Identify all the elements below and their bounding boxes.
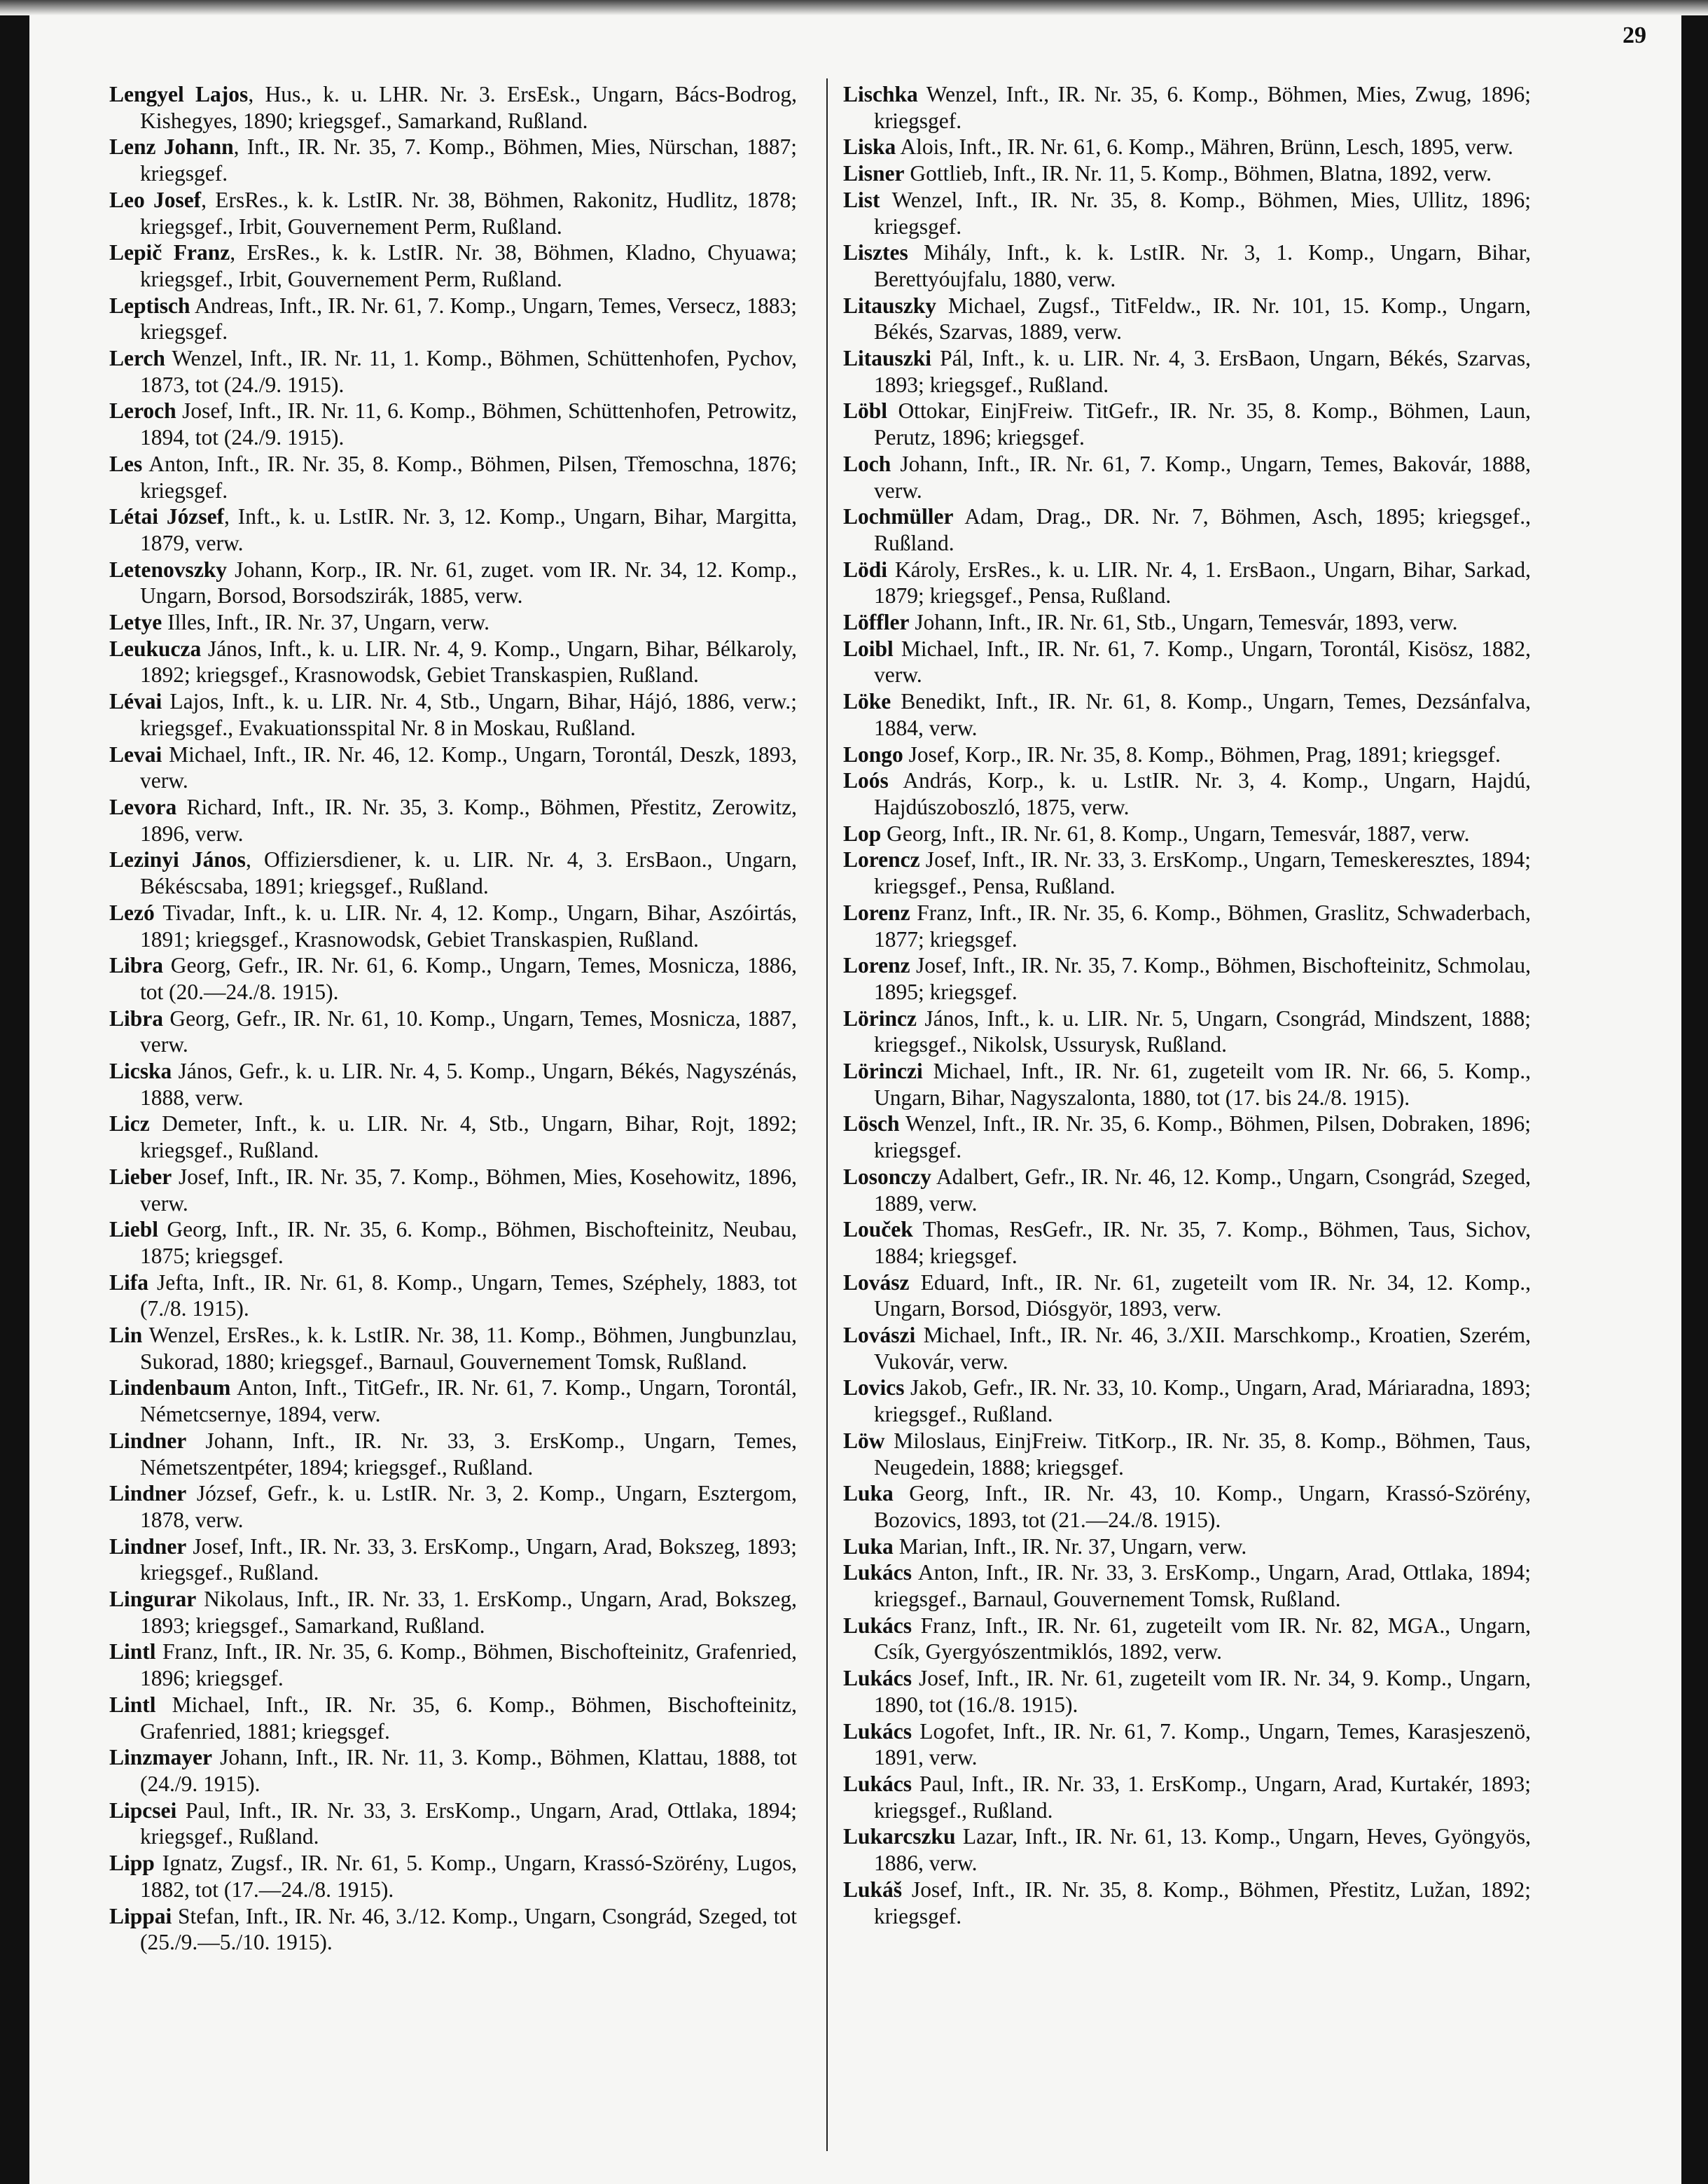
- entry-name: Liska: [843, 134, 896, 160]
- entry-name: Lukáš: [843, 1877, 903, 1902]
- list-entry: [109, 1428, 797, 1480]
- entry-name: Lintl: [109, 1692, 156, 1717]
- entry-details: Anton, Inft., TitGefr., IR. Nr. 61, 7. Komp., Ungarn, Torontál, Németcsernye, 1894, verw.: [140, 1375, 797, 1427]
- list-entry: [843, 847, 1531, 899]
- entry-name: Libra: [109, 953, 164, 978]
- list-entry: [109, 794, 797, 847]
- list-entry: [843, 557, 1531, 609]
- entry-name: Leukucza: [109, 636, 202, 661]
- entry-name: Lukács: [843, 1560, 912, 1585]
- list-entry: [843, 636, 1531, 688]
- entry-details: Richard, Inft., IR. Nr. 35, 3. Komp., Böhmen, Přestitz, Zerowitz, 1896, verw.: [140, 794, 797, 846]
- entry-name: Lengyel Lajos: [109, 82, 249, 106]
- entry-details: Miloslaus, EinjFreiw. TitKorp., IR. Nr. 35, 8. Komp., Böhmen, Taus, Neugedein, 1888; kriegsgef.: [874, 1428, 1531, 1480]
- list-entry: [109, 1375, 797, 1427]
- entry-details: Jefta, Inft., IR. Nr. 61, 8. Komp., Ungarn, Temes, Széphely, 1883, tot (7./8. 1915).: [140, 1270, 797, 1321]
- entry-details: Andreas, Inft., IR. Nr. 61, 7. Komp., Ungarn, Temes, Versecz, 1883; kriegsgef.: [140, 293, 797, 345]
- list-entry: [109, 952, 797, 1005]
- entry-name: Levai: [109, 742, 162, 767]
- entry-details: József, Gefr., k. u. LstIR. Nr. 3, 2. Komp., Ungarn, Esztergom, 1878, verw.: [140, 1481, 797, 1532]
- entry-name: Lochmüller: [843, 504, 954, 529]
- entry-details: Josef, Korp., IR. Nr. 35, 8. Komp., Böhmen, Prag, 1891; kriegsgef.: [903, 742, 1501, 767]
- scan-edge-top: [0, 0, 1708, 15]
- list-entry: [843, 239, 1531, 292]
- entry-details: Michael, Zugsf., TitFeldw., IR. Nr. 101, 15. Komp., Ungarn, Békés, Szarvas, 1889, verw.: [874, 293, 1531, 345]
- entry-details: Josef, Inft., IR. Nr. 61, zugeteilt vom IR. Nr. 34, 9. Komp., Ungarn, 1890, tot (16./8. 1915).: [874, 1666, 1531, 1717]
- entry-details: Adam, Drag., DR. Nr. 7, Böhmen, Asch, 1895; kriegsgef., Rußland.: [874, 504, 1531, 555]
- entry-details: Ottokar, EinjFreiw. TitGefr., IR. Nr. 35, 8. Komp., Böhmen, Laun, Perutz, 1896; kriegsgef.: [874, 398, 1531, 450]
- entry-details: Franz, Inft., IR. Nr. 61, zugeteilt vom IR. Nr. 82, MGA., Ungarn, Csík, Gyergyószentmiklós, 1892, verw.: [874, 1613, 1531, 1664]
- list-entry: [109, 1480, 797, 1533]
- list-entry: [109, 398, 797, 450]
- entry-details: Stefan, Inft., IR. Nr. 46, 3./12. Komp., Ungarn, Csongrád, Szeged, tot (25./9.—5./10. 1915).: [140, 1903, 797, 1955]
- list-entry: [843, 1270, 1531, 1322]
- entry-details: János, Gefr., k. u. LIR. Nr. 4, 5. Komp., Ungarn, Békés, Nagyszénás, 1888, verw.: [140, 1059, 797, 1110]
- entry-name: Lorencz: [843, 847, 920, 872]
- list-entry: [843, 1111, 1531, 1163]
- entry-name: Litauszki: [843, 346, 932, 371]
- entry-details: Anton, Inft., IR. Nr. 33, 3. ErsKomp., Ungarn, Arad, Ottlaka, 1894; kriegsgef., Barnaul, Gouvernement Tomsk, Rußland.: [874, 1560, 1531, 1612]
- list-entry: [843, 821, 1531, 847]
- list-entry: [109, 1850, 797, 1903]
- list-entry: [843, 609, 1531, 636]
- list-entry: [843, 1164, 1531, 1216]
- entry-details: Josef, Inft., IR. Nr. 11, 6. Komp., Böhmen, Schüttenhofen, Petrowitz, 1894, tot (24./9. 1915).: [140, 398, 797, 450]
- entry-name: Louček: [843, 1217, 913, 1242]
- page-number: 29: [1623, 22, 1646, 48]
- entry-name: List: [843, 187, 880, 212]
- entry-details: Thomas, ResGefr., IR. Nr. 35, 7. Komp., Böhmen, Taus, Sichov, 1884; kriegsgef.: [874, 1217, 1531, 1268]
- entry-details: Paul, Inft., IR. Nr. 33, 3. ErsKomp., Ungarn, Arad, Ottlaka, 1894; kriegsgef., Rußland.: [140, 1797, 797, 1849]
- entry-name: Löffler: [843, 610, 910, 635]
- entry-details: , Inft., IR. Nr. 35, 7. Komp., Böhmen, Mies, Nürschan, 1887; kriegsgef.: [140, 134, 797, 186]
- list-entry: [109, 688, 797, 741]
- list-entry: [843, 1718, 1531, 1771]
- entry-name: Lop: [843, 821, 882, 846]
- list-entry: [843, 742, 1531, 768]
- list-entry: [109, 1533, 797, 1586]
- entry-details: András, Korp., k. u. LstIR. Nr. 3, 4. Komp., Ungarn, Hajdú, Hajdúszoboszló, 1875, verw.: [874, 768, 1531, 819]
- list-entry: [109, 293, 797, 345]
- entry-name: Lukács: [843, 1772, 912, 1796]
- list-entry: [843, 1877, 1531, 1929]
- entry-name: Leptisch: [109, 293, 190, 318]
- list-entry: [843, 503, 1531, 556]
- list-entry: [109, 742, 797, 794]
- entry-details: Alois, Inft., IR. Nr. 61, 6. Komp., Mähren, Brünn, Lesch, 1895, verw.: [896, 134, 1513, 160]
- list-entry: [843, 187, 1531, 239]
- entry-name: Loibl: [843, 636, 894, 661]
- list-entry: [109, 345, 797, 398]
- list-entry: [109, 1006, 797, 1058]
- entry-details: János, Inft., k. u. LIR. Nr. 4, 9. Komp., Ungarn, Bihar, Bélkaroly, 1892; kriegsgef., Krasnowodsk, Gebiet Transkaspien, Rußland.: [140, 636, 797, 688]
- entry-name: Lezó: [109, 900, 155, 925]
- entry-name: Les: [109, 451, 143, 476]
- entry-details: Wenzel, Inft., IR. Nr. 35, 8. Komp., Böhmen, Mies, Ullitz, 1896; kriegsgef.: [874, 187, 1531, 239]
- entry-details: Paul, Inft., IR. Nr. 33, 1. ErsKomp., Ungarn, Arad, Kurtakér, 1893; kriegsgef., Rußland.: [874, 1772, 1531, 1823]
- entry-details: Wenzel, Inft., IR. Nr. 35, 6. Komp., Böhmen, Pilsen, Dobraken, 1896; kriegsgef.: [874, 1111, 1531, 1163]
- list-entry: [843, 398, 1531, 450]
- right-column: [843, 81, 1531, 1929]
- list-entry: [109, 1322, 797, 1375]
- entry-name: Lippai: [109, 1903, 172, 1928]
- entry-details: Georg, Inft., IR. Nr. 35, 6. Komp., Böhmen, Bischofteinitz, Neubau, 1875; kriegsgef.: [140, 1217, 797, 1268]
- entry-details: Franz, Inft., IR. Nr. 35, 6. Komp., Böhmen, Bischofteinitz, Grafenried, 1896; kriegsgef.: [140, 1639, 797, 1691]
- entry-details: Michael, Inft., IR. Nr. 61, 7. Komp., Ungarn, Torontál, Kisösz, 1882, verw.: [874, 636, 1531, 688]
- entry-details: Johann, Korp., IR. Nr. 61, zuget. vom IR. Nr. 34, 12. Komp., Ungarn, Borsod, Borsodszirák, 1885, verw.: [140, 557, 797, 608]
- list-entry: [843, 1823, 1531, 1876]
- entry-name: Libra: [109, 1006, 164, 1031]
- list-entry: [109, 187, 797, 239]
- entry-name: Lorenz: [843, 900, 910, 925]
- list-entry: [843, 1533, 1531, 1560]
- entry-name: Lischka: [843, 82, 918, 106]
- list-entry: [843, 1613, 1531, 1665]
- list-entry: [843, 160, 1531, 187]
- list-entry: [843, 900, 1531, 952]
- entry-details: , ErsRes., k. k. LstIR. Nr. 38, Böhmen, Kladno, Chyuawa; kriegsgef., Irbit, Gouvernement Perm, Rußland.: [140, 240, 797, 291]
- entry-name: Leo Josef: [109, 187, 202, 212]
- list-entry: [109, 1903, 797, 1956]
- list-entry: [109, 1586, 797, 1639]
- entry-name: Levora: [109, 794, 177, 819]
- entry-details: Michael, Inft., IR. Nr. 46, 12. Komp., Ungarn, Torontál, Deszk, 1893, verw.: [140, 742, 797, 793]
- entry-name: Lerch: [109, 346, 165, 371]
- list-entry: [109, 451, 797, 503]
- entry-details: Tivadar, Inft., k. u. LIR. Nr. 4, 12. Komp., Ungarn, Bihar, Aszóirtás, 1891; kriegsgef., Krasnowodsk, Gebiet Transkaspien, Rußland.: [140, 900, 797, 952]
- entry-details: Georg, Gefr., IR. Nr. 61, 6. Komp., Ungarn, Temes, Mosnicza, 1886, tot (20.—24./8. 1915).: [140, 953, 797, 1004]
- entry-details: Michael, Inft., IR. Nr. 61, zugeteilt vom IR. Nr. 66, 5. Komp., Ungarn, Bihar, Nagyszalonta, 1880, tot (17. bis 24./8. 1915).: [874, 1059, 1531, 1110]
- entry-name: Liebl: [109, 1217, 159, 1242]
- entry-name: Lezinyi János: [109, 847, 246, 872]
- entry-name: Linzmayer: [109, 1745, 212, 1770]
- list-entry: [109, 134, 797, 186]
- entry-name: Lenz Johann: [109, 134, 234, 160]
- entry-details: , Hus., k. u. LHR. Nr. 3. ErsEsk., Ungarn, Bács-Bodrog, Kishegyes, 1890; kriegsgef., Samarkand, Rußland.: [140, 82, 797, 133]
- entry-name: Lepič Franz: [109, 240, 230, 265]
- list-entry: [843, 1216, 1531, 1269]
- entry-name: Lieber: [109, 1164, 172, 1189]
- entry-details: Károly, ErsRes., k. u. LIR. Nr. 4, 1. ErsBaon., Ungarn, Bihar, Sarkad, 1879; kriegsgef., Pensa, Rußland.: [874, 557, 1531, 608]
- list-entry: [109, 636, 797, 688]
- entry-details: Johann, Inft., IR. Nr. 33, 3. ErsKomp., Ungarn, Temes, Németszentpéter, 1894; kriegsgef., Rußland.: [140, 1428, 797, 1480]
- entry-details: Josef, Inft., IR. Nr. 35, 8. Komp., Böhmen, Přestitz, Lužan, 1892; kriegsgef.: [874, 1877, 1531, 1928]
- list-entry: [109, 503, 797, 556]
- list-entry: [843, 81, 1531, 134]
- list-entry: [843, 1058, 1531, 1111]
- list-entry: [843, 1375, 1531, 1427]
- entry-name: Lindner: [109, 1533, 187, 1559]
- entry-details: Eduard, Inft., IR. Nr. 61, zugeteilt vom IR. Nr. 34, 12. Komp., Ungarn, Borsod, Diósgyör, 1893, verw.: [874, 1270, 1531, 1321]
- entry-details: János, Inft., k. u. LIR. Nr. 5, Ungarn, Csongrád, Mindszent, 1888; kriegsgef., Nikolsk, Ussurysk, Rußland.: [874, 1006, 1531, 1057]
- list-entry: [109, 557, 797, 609]
- entry-name: Licska: [109, 1059, 172, 1084]
- list-entry: [109, 1058, 797, 1111]
- list-entry: [843, 1480, 1531, 1533]
- list-entry: [109, 1111, 797, 1163]
- entry-details: Wenzel, ErsRes., k. k. LstIR. Nr. 38, 11. Komp., Böhmen, Jungbunzlau, Sukorad, 1880; kriegsgef., Barnaul, Gouvernement Tomsk, Rußland.: [140, 1323, 797, 1374]
- column-divider: [826, 78, 828, 2151]
- list-entry: [109, 900, 797, 952]
- entry-details: Josef, Inft., IR. Nr. 35, 7. Komp., Böhmen, Bischofteinitz, Schmolau, 1895; kriegsgef.: [874, 953, 1531, 1004]
- list-entry: [109, 1692, 797, 1744]
- list-entry: [109, 609, 797, 636]
- entry-name: Leroch: [109, 398, 176, 424]
- list-entry: [109, 1270, 797, 1322]
- entry-name: Löke: [843, 689, 891, 714]
- entry-name: Lukarcszku: [843, 1824, 956, 1849]
- entry-details: Wenzel, Inft., IR. Nr. 11, 1. Komp., Böhmen, Schüttenhofen, Pychov, 1873, tot (24./9. 1915).: [140, 346, 797, 397]
- entry-name: Lösch: [843, 1111, 900, 1136]
- entry-details: Wenzel, Inft., IR. Nr. 35, 6. Komp., Böhmen, Mies, Zwug, 1896; kriegsgef.: [874, 82, 1531, 133]
- list-entry: [109, 1744, 797, 1797]
- scan-edge-left: [0, 0, 29, 2184]
- entry-name: Loós: [843, 768, 889, 793]
- entry-details: Pál, Inft., k. u. LIR. Nr. 4, 3. ErsBaon, Ungarn, Békés, Szarvas, 1893; kriegsgef., Rußland.: [874, 346, 1531, 397]
- entry-name: Lukács: [843, 1613, 912, 1638]
- entry-name: Lisztes: [843, 240, 908, 265]
- entry-name: Lukács: [843, 1666, 912, 1691]
- entry-name: Lovics: [843, 1375, 905, 1400]
- entry-details: Josef, Inft., IR. Nr. 33, 3. ErsKomp., Ungarn, Arad, Bokszeg, 1893; kriegsgef., Rußland.: [140, 1533, 797, 1585]
- list-entry: [843, 451, 1531, 503]
- list-entry: [843, 134, 1531, 160]
- entry-name: Löbl: [843, 398, 888, 424]
- list-entry: [109, 847, 797, 899]
- list-entry: [843, 1006, 1531, 1058]
- entry-name: Löw: [843, 1428, 885, 1453]
- entry-details: Johann, Inft., IR. Nr. 61, 7. Komp., Ungarn, Temes, Bakovár, 1888, verw.: [874, 451, 1531, 503]
- list-entry: [109, 1164, 797, 1216]
- entry-name: Letye: [109, 610, 162, 635]
- entry-name: Lipcsei: [109, 1797, 177, 1823]
- entry-name: Lörinczi: [843, 1059, 923, 1084]
- entry-name: Lukács: [843, 1718, 912, 1744]
- entry-details: Demeter, Inft., k. u. LIR. Nr. 4, Stb., Ungarn, Bihar, Rojt, 1892; kriegsgef., Rußland.: [140, 1111, 797, 1163]
- list-entry: [843, 1665, 1531, 1718]
- entry-details: Marian, Inft., IR. Nr. 37, Ungarn, verw.: [893, 1533, 1247, 1559]
- entry-details: Georg, Gefr., IR. Nr. 61, 10. Komp., Ungarn, Temes, Mosnicza, 1887, verw.: [140, 1006, 797, 1057]
- entry-details: Johann, Inft., IR. Nr. 11, 3. Komp., Böhmen, Klattau, 1888, tot (24./9. 1915).: [140, 1745, 797, 1796]
- entry-details: Josef, Inft., IR. Nr. 35, 7. Komp., Böhmen, Mies, Kosehowitz, 1896, verw.: [140, 1164, 797, 1216]
- list-entry: [843, 1428, 1531, 1480]
- entry-details: Michael, Inft., IR. Nr. 35, 6. Komp., Böhmen, Bischofteinitz, Grafenried, 1881; kriegsgef.: [140, 1692, 797, 1744]
- entry-details: Georg, Inft., IR. Nr. 61, 8. Komp., Ungarn, Temesvár, 1887, verw.: [881, 821, 1470, 846]
- entry-details: Mihály, Inft., k. k. LstIR. Nr. 3, 1. Komp., Ungarn, Bihar, Berettyóujfalu, 1880, verw.: [874, 240, 1531, 291]
- list-entry: [109, 1797, 797, 1850]
- entry-details: Illes, Inft., IR. Nr. 37, Ungarn, verw.: [162, 610, 490, 635]
- list-entry: [843, 952, 1531, 1005]
- entry-name: Lindenbaum: [109, 1375, 231, 1400]
- entry-details: Adalbert, Gefr., IR. Nr. 46, 12. Komp., Ungarn, Csongrád, Szeged, 1889, verw.: [874, 1164, 1531, 1216]
- list-entry: [109, 1639, 797, 1691]
- entry-details: Georg, Inft., IR. Nr. 43, 10. Komp., Ungarn, Krassó-Szörény, Bozovics, 1893, tot (21.—24./8. 1915).: [874, 1481, 1531, 1532]
- entry-details: Ignatz, Zugsf., IR. Nr. 61, 5. Komp., Ungarn, Krassó-Szörény, Lugos, 1882, tot (17.—24./8. 1915).: [140, 1851, 797, 1902]
- entry-details: Logofet, Inft., IR. Nr. 61, 7. Komp., Ungarn, Temes, Karasjeszenö, 1891, verw.: [874, 1718, 1531, 1770]
- entry-name: Licz: [109, 1111, 150, 1136]
- entry-name: Litauszky: [843, 293, 937, 318]
- entry-name: Lindner: [109, 1481, 187, 1506]
- entry-name: Luka: [843, 1481, 894, 1506]
- entry-details: Johann, Inft., IR. Nr. 61, Stb., Ungarn, Temesvár, 1893, verw.: [909, 610, 1458, 635]
- entry-details: , Offiziersdiener, k. u. LIR. Nr. 4, 3. ErsBaon., Ungarn, Békéscsaba, 1891; kriegsgef., Rußland.: [140, 847, 797, 899]
- entry-name: Lintl: [109, 1639, 156, 1664]
- list-entry: [109, 239, 797, 292]
- entry-name: Luka: [843, 1533, 894, 1559]
- entry-name: Lörincz: [843, 1006, 917, 1031]
- entry-details: Franz, Inft., IR. Nr. 35, 6. Komp., Böhmen, Graslitz, Schwaderbach, 1877; kriegsgef.: [874, 900, 1531, 952]
- entry-details: Lajos, Inft., k. u. LIR. Nr. 4, Stb., Ungarn, Bihar, Hájó, 1886, verw.; kriegsgef., Evakuationsspital Nr. 8 in Moskau, Rußland.: [140, 689, 797, 740]
- scan-edge-right: [1681, 0, 1708, 2184]
- entry-details: Michael, Inft., IR. Nr. 46, 3./XII. Marschkomp., Kroatien, Szerém, Vukovár, verw.: [874, 1323, 1531, 1374]
- entry-name: Lorenz: [843, 953, 910, 978]
- list-entry: [843, 1771, 1531, 1823]
- entry-name: Lifa: [109, 1270, 149, 1295]
- list-entry: [843, 1322, 1531, 1375]
- entry-details: , ErsRes., k. k. LstIR. Nr. 38, Böhmen, Rakonitz, Hudlitz, 1878; kriegsgef., Irbit, Gouvernement Perm, Rußland.: [140, 187, 797, 239]
- list-entry: [843, 345, 1531, 398]
- list-entry: [843, 293, 1531, 345]
- entry-details: Jakob, Gefr., IR. Nr. 33, 10. Komp., Ungarn, Arad, Máriaradna, 1893; kriegsgef., Rußland.: [874, 1375, 1531, 1427]
- entry-details: Lazar, Inft., IR. Nr. 61, 13. Komp., Ungarn, Heves, Gyöngyös, 1886, verw.: [874, 1824, 1531, 1876]
- entry-name: Loch: [843, 451, 891, 476]
- entry-details: Nikolaus, Inft., IR. Nr. 33, 1. ErsKomp., Ungarn, Arad, Bokszeg, 1893; kriegsgef., Samarkand, Rußland.: [140, 1587, 797, 1638]
- list-entry: [843, 767, 1531, 820]
- entry-name: Lin: [109, 1323, 143, 1348]
- list-entry: [843, 688, 1531, 741]
- entry-details: Anton, Inft., IR. Nr. 35, 8. Komp., Böhmen, Pilsen, Třemoschna, 1876; kriegsgef.: [140, 451, 797, 503]
- entry-name: Lovász: [843, 1270, 910, 1295]
- entry-name: Lödi: [843, 557, 888, 582]
- entry-name: Losonczy: [843, 1164, 931, 1189]
- entry-details: Gottlieb, Inft., IR. Nr. 11, 5. Komp., Böhmen, Blatna, 1892, verw.: [904, 161, 1492, 186]
- entry-name: Lovászi: [843, 1323, 916, 1348]
- entry-name: Lingurar: [109, 1587, 197, 1612]
- entry-name: Longo: [843, 742, 903, 767]
- list-entry: [109, 81, 797, 134]
- entry-details: , Inft., k. u. LstIR. Nr. 3, 12. Komp., Ungarn, Bihar, Margitta, 1879, verw.: [140, 504, 797, 555]
- left-column: [109, 81, 797, 1956]
- entry-name: Lévai: [109, 689, 162, 714]
- entry-name: Létai József: [109, 504, 225, 529]
- list-entry: [109, 1216, 797, 1269]
- entry-name: Letenovszky: [109, 557, 227, 582]
- entry-name: Lipp: [109, 1851, 155, 1876]
- entry-details: Benedikt, Inft., IR. Nr. 61, 8. Komp., Ungarn, Temes, Dezsánfalva, 1884, verw.: [874, 689, 1531, 740]
- entry-details: Josef, Inft., IR. Nr. 33, 3. ErsKomp., Ungarn, Temeskeresztes, 1894; kriegsgef., Pensa, Rußland.: [874, 847, 1531, 899]
- list-entry: [843, 1559, 1531, 1612]
- entry-name: Lisner: [843, 161, 905, 186]
- entry-name: Lindner: [109, 1428, 187, 1453]
